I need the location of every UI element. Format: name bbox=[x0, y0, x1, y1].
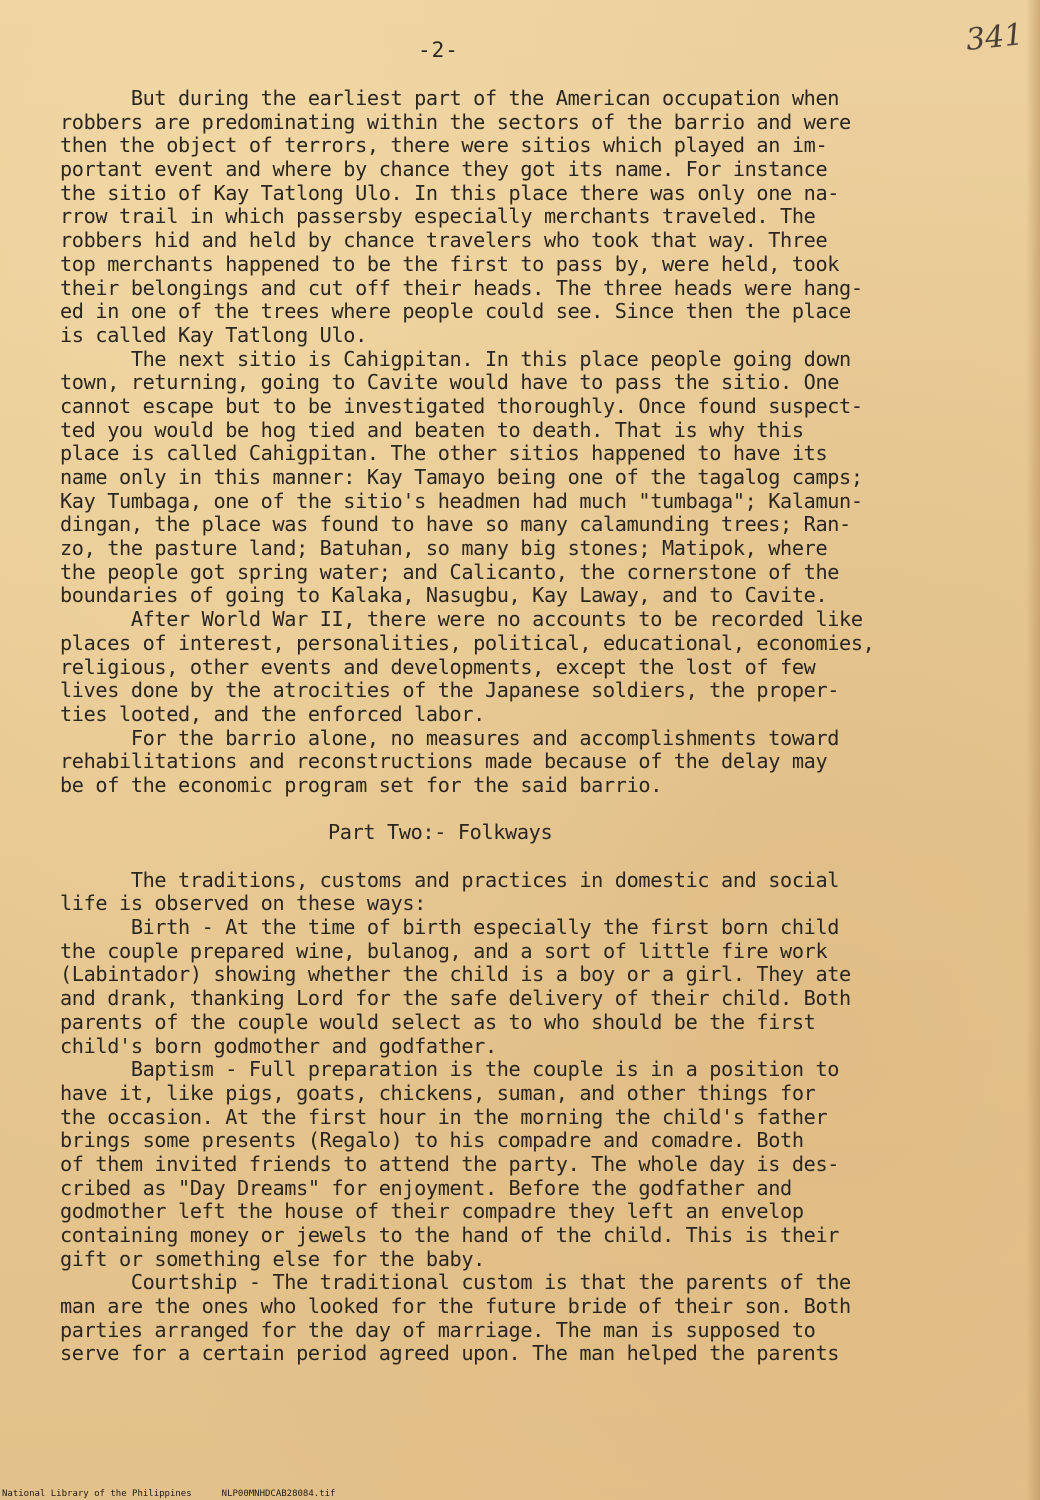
text-line: containing money or jewels to the hand of the child. This is their bbox=[60, 1223, 840, 1247]
text-line: godmother left the house of their compadre they left an envelop bbox=[60, 1199, 804, 1224]
text-line: (Labintador) showing whether the child is a boy or a girl. They ate bbox=[60, 962, 851, 987]
text-line: religious, other events and developments, except the lost of few bbox=[60, 654, 816, 679]
text-line: But during the earliest part of the American occupation when bbox=[60, 86, 840, 110]
text-line: brings some presents (Regalo) to his compadre and comadre. Both bbox=[60, 1128, 804, 1153]
blank-line bbox=[60, 798, 1035, 822]
text-line: cannot escape but to be investigated thoroughly. Once found suspect- bbox=[60, 393, 863, 418]
text-line: the couple prepared wine, bulanog, and a sort of little fire work bbox=[60, 938, 828, 963]
text-line: places of interest, personalities, political, educational, economies, bbox=[60, 630, 875, 655]
text-line: robbers are predominating within the sectors of the barrio and were bbox=[60, 109, 851, 134]
text-line: then the object of terrors, there were sitios which played an im- bbox=[60, 133, 828, 158]
text-line: For the barrio alone, no measures and accomplishments toward bbox=[60, 725, 840, 750]
document-body bbox=[60, 87, 1035, 1366]
text-line: is called Kay Tatlong Ulo. bbox=[60, 322, 367, 347]
footer-library: National Library of the Philippines bbox=[2, 1489, 192, 1499]
text-line: rrow trail in which passersby especially merchants traveled. The bbox=[60, 204, 816, 229]
text-line: name only in this manner: Kay Tamayo being one of the tagalog camps; bbox=[60, 465, 863, 489]
text-line: parents of the couple would select as to who should be the first bbox=[60, 1009, 816, 1034]
text-line: the sitio of Kay Tatlong Ulo. In this place there was only one na- bbox=[60, 180, 840, 205]
page-number: -2- bbox=[418, 38, 459, 62]
text-line: The traditions, customs and practices in domestic and social bbox=[60, 867, 840, 892]
text-line: parties arranged for the day of marriage. The man is supposed to bbox=[60, 1317, 816, 1342]
blank-line bbox=[60, 845, 1035, 869]
text-line: and drank, thanking Lord for the safe delivery of their child. Both bbox=[60, 986, 851, 1011]
text-line: Kay Tumbaga, one of the sitio's headmen had much "tumbaga"; Kalamun- bbox=[60, 488, 863, 513]
text-line: lives done by the atrocities of the Japanese soldiers, the proper- bbox=[60, 678, 840, 703]
text-line: Courtship - The traditional custom is that the parents of the bbox=[60, 1270, 851, 1295]
text-line: be of the economic program set for the said barrio. bbox=[60, 772, 662, 797]
text-line: Baptism - Full preparation is the couple is in a position to bbox=[60, 1057, 840, 1082]
text-line: life is observed on these ways: bbox=[60, 891, 426, 916]
text-line: After World War II, there were no accounts to be recorded like bbox=[60, 607, 863, 632]
footer-filename: NLP00MNHDCAB28084.tif bbox=[221, 1489, 336, 1499]
text-line: boundaries of going to Kalaka, Nasugbu, Kay Laway, and to Cavite. bbox=[60, 583, 828, 608]
text-line: ties looted, and the enforced labor. bbox=[60, 701, 485, 726]
page-edge-shadow bbox=[1026, 0, 1040, 1500]
text-line: place is called Cahigpitan. The other sitios happened to have its bbox=[60, 441, 828, 466]
text-line: their belongings and cut off their heads. The three heads were hang- bbox=[60, 275, 863, 300]
text-line: of them invited friends to attend the party. The whole day is des- bbox=[60, 1151, 840, 1176]
text-line: child's born godmother and godfather. bbox=[60, 1033, 497, 1058]
text-line: Birth - At the time of birth especially the first born child bbox=[60, 915, 840, 940]
text-line: ed in one of the trees where people could see. Since then the place bbox=[60, 299, 851, 324]
text-line: ted you would be hog tied and beaten to death. That is why this bbox=[60, 417, 804, 442]
text-line: The next sitio is Cahigpitan. In this place people going down bbox=[60, 346, 851, 371]
text-line: robbers hid and held by chance travelers who took that way. Three bbox=[60, 228, 828, 253]
text-line: cribed as "Day Dreams" for enjoyment. Before the godfather and bbox=[60, 1175, 792, 1200]
section-heading: Part Two:- Folkways bbox=[328, 820, 553, 845]
handwritten-page-number: 341 bbox=[964, 17, 1025, 58]
text-line: the occasion. At the first hour in the morning the child's father bbox=[60, 1104, 828, 1129]
text-line: man are the ones who looked for the future bride of their son. Both bbox=[60, 1294, 851, 1319]
text-line: top merchants happened to be the first to pass by, were held, took bbox=[60, 251, 840, 276]
text-line: portant event and where by chance they got its name. For instance bbox=[60, 157, 828, 182]
text-line: have it, like pigs, goats, chickens, suman, and other things for bbox=[60, 1080, 816, 1105]
text-line: rehabilitations and reconstructions made because of the delay may bbox=[60, 749, 828, 774]
text-line: gift or something else for the baby. bbox=[60, 1246, 485, 1271]
text-line: serve for a certain period agreed upon. The man helped the parents bbox=[60, 1341, 840, 1366]
text-line: zo, the pasture land; Batuhan, so many big stones; Matipok, where bbox=[60, 536, 828, 561]
text-line: dingan, the place was found to have so many calamunding trees; Ran- bbox=[60, 512, 851, 537]
archive-footer bbox=[2, 1489, 335, 1499]
text-line: town, returning, going to Cavite would have to pass the sitio. One bbox=[60, 370, 840, 395]
text-line: the people got spring water; and Calicanto, the cornerstone of the bbox=[60, 559, 840, 584]
